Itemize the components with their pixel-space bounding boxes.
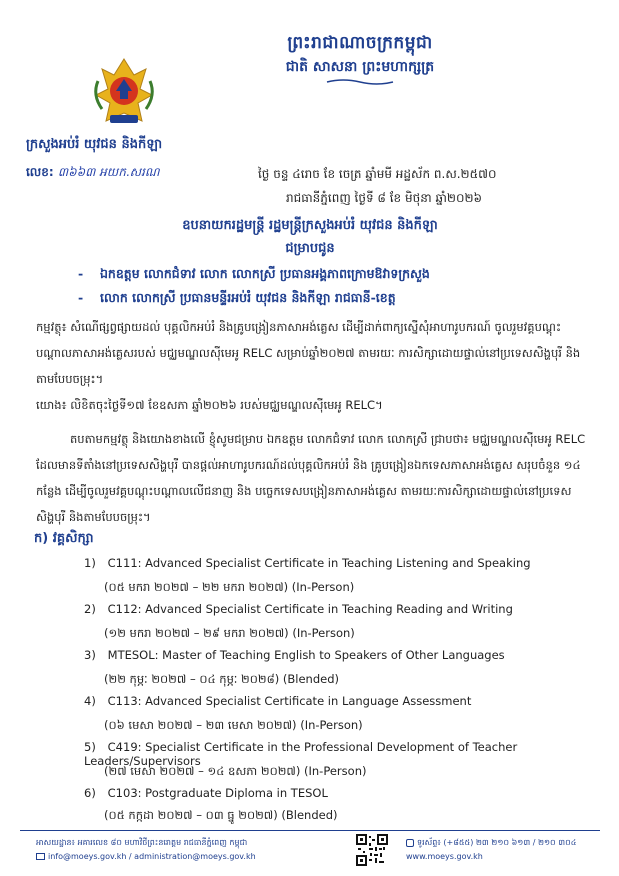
purpose-label: កម្មវត្ថុ៖ [36,320,67,334]
footer-website[interactable]: www.moeys.gov.kh [406,852,483,861]
dash-bullet: - [78,266,84,281]
sender-title: ឧបនាយករដ្ឋមន្ត្រី រដ្ឋមន្ត្រីក្រសួងអប់រំ យុវជន និងកីឡា [182,218,438,233]
solar-date: រាជធានីភ្នំពេញ ថ្ងៃទី ៨ ខែ មិថុនា ឆ្នាំ២០២៦ [286,191,483,205]
dash-bullet: - [78,290,84,305]
course-mode: (Blended) [282,672,340,686]
course-date-range: (១២ មករា ២០២៧ – ២៩ មករា ២០២៧) [104,626,289,640]
course-dates [104,764,366,781]
motto-ornament [325,78,395,86]
course-item [84,556,531,570]
reference-number-line [26,164,160,182]
course-mode: (Blended) [281,808,338,822]
recipient-text: លោក លោកស្រី ប្រធានមន្ទីរអប់រំ យុវជន និងកីឡា រាជធានី-ខេត្ត [100,290,396,305]
mail-icon [36,853,45,860]
course-number: 3) [84,648,96,662]
qr-code-icon [356,834,388,866]
course-title: MTESOL: Master of Teaching English to Speakers of Other Languages [107,648,505,662]
national-motto: ជាតិ សាសនា ព្រះមហាក្សត្រ [285,59,435,75]
ministry-emblem-logo [88,55,160,129]
recipient-line [78,266,430,285]
course-date-range: (០៥ កក្កដា ២០២៧ – ០៣ ធ្នូ ២០២៧) [104,808,278,822]
course-title: C112: Advanced Specialist Certificate in Teaching Reading and Writing [107,602,513,616]
footer-email-text[interactable]: info@moeys.gov.kh / administration@moeys.gov.kh [48,852,256,861]
recipient-text: ឯកឧត្តម លោកជំទាវ លោក លោកស្រី ប្រធានអង្គភាពក្រោមឱវាទក្រសួង [100,266,430,281]
ref-number: ៣៦៦៣ អយក.សរណ [57,165,160,179]
course-number: 4) [84,694,96,708]
course-dates [104,718,363,735]
course-mode: (In-Person) [291,580,355,594]
ref-label: លេខ: [26,165,54,179]
course-title: C113: Advanced Specialist Certificate in Language Assessment [107,694,472,708]
course-date-range: (២៧ មេសា ២០២៧ – ១៤ ឧសភា ២០២៧) [104,764,301,778]
footer-contact-right [406,836,576,864]
course-title: C103: Postgraduate Diploma in TESOL [107,786,328,800]
footer-phone [406,836,576,850]
course-item [84,648,505,662]
reference-paragraph [36,392,596,418]
reference-label: យោង៖ [36,398,67,412]
course-dates [104,808,338,825]
footer-divider [20,830,600,831]
footer-emails[interactable] [36,850,256,864]
course-mode: (In-Person) [304,764,367,778]
footer-phone-text: ទូរស័ព្ទ៖ (+៨៥៥) ២៣ ២១០ ៦១៣ / ២១០ ៣០៤ [417,838,577,847]
course-mode: (In-Person) [292,626,355,640]
reference-text: លិខិតចុះថ្ងៃទី១៧ ខែឧសភា ឆ្នាំ២០២៦ របស់មជ្ឈមណ្ឌលស៊ីមេអូ RELC។ [70,398,383,412]
course-item [84,602,513,616]
course-number: 5) [84,740,96,754]
course-dates [104,580,354,597]
footer-address: អាសយដ្ឋាន៖ អគារលេខ ៨០ មហាវិថីព្រះនរោត្តម រាជធានីភ្នំពេញ កម្ពុជា [36,838,248,847]
courses-heading: ក) វគ្គសិក្សា [34,531,94,546]
course-date-range: (០៥ មករា ២០២៧ – ២២ មករា ២០២៧) [104,580,289,594]
course-number: 2) [84,602,96,616]
purpose-paragraph [36,314,596,392]
course-mode: (In-Person) [300,718,363,732]
course-date-range: (០៦ មេសា ២០២៧ – ២៣ មេសា ២០២៧) [104,718,297,732]
ministry-name: ក្រសួងអប់រំ យុវជន និងកីឡា [26,137,163,152]
course-item [84,786,328,800]
main-body-paragraph: តបតាមកម្មវត្ថុ និងយោងខាងលើ ខ្ញុំសូមជម្រាប ឯកឧត្តម លោកជំទាវ លោក លោកស្រី ជ្រាបថា៖ មជ្ឈមណ្ឌលស៊ីមេអូ RELC ដែលមានទីតាំងនៅប្រទេសសិង្ហបុរី បានផ្តល់អាហារូបករណ៍ដល់បុគ្គលិកអប់រំ និង គ្រូបង្រៀនឯកទេសភាសាអង់គ្លេស សរុបចំនួន ១៤ កន្លែង ដើម្បីចូលរួមវគ្គបណ្តុះបណ្តាលលើជនាញ និង បច្ចេកទេសបង្រៀនភាសាអង់គ្លេស តាមរយៈការសិក្សាដោយផ្ទាល់នៅប្រទេសសិង្ហបុរី និងតាមបែបចម្រុះ។ [36,432,586,524]
course-dates [104,672,339,689]
lunar-date: ថ្ងៃ ចន្ទ ៤រោច ខែ ចេត្រ ឆ្នាំមមី អដ្ឋស័ក ព.ស.២៥៧០ [258,167,497,181]
respect-line: ជម្រាបជូន [285,241,335,256]
course-number: 6) [84,786,96,800]
course-date-range: (២២ កុម្ភៈ ២០២៧ – ០៤ កុម្ភៈ ២០២៨) [104,672,280,686]
course-number: 1) [84,556,96,570]
course-title: C111: Advanced Specialist Certificate in Teaching Listening and Speaking [107,556,531,570]
course-title: C419: Specialist Certificate in the Professional Development of Teacher Leaders/Supervisors [84,740,518,768]
course-dates [104,626,355,643]
purpose-text: សំណើផ្សព្វផ្សាយដល់ បុគ្គលិកអប់រំ និងគ្រូបង្រៀនភាសាអង់គ្លេស ដើម្បីដាក់ពាក្យស្នើសុំអាហារូបករណ៍ ចូលរួមវគ្គបណ្តុះបណ្តាលភាសាអង់គ្លេសរបស់ មជ្ឈមណ្ឌលស៊ីមេអូ RELC សម្រាប់ឆ្នាំ២០២៧ តាមរយៈ ការសិក្សាដោយផ្ទាល់នៅប្រទេសសិង្ហបុរី និងតាមបែបចម្រុះ។ [36,320,581,386]
phone-icon [406,839,414,847]
footer-contact-left [36,836,256,864]
recipient-line [78,290,396,309]
kingdom-header: ព្រះរាជាណាចក្រកម្ពុជា [287,33,433,53]
course-item [84,694,471,708]
